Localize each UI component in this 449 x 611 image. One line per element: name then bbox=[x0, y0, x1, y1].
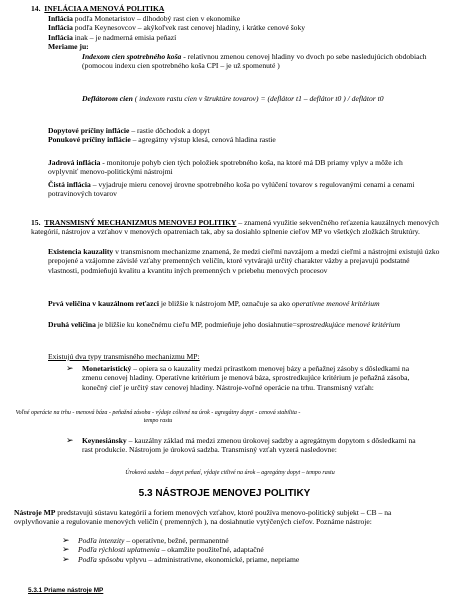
keynesian-chain: Úroková sadzba – dopyt peňazí, výdaje citlivé na úrok – agregátny dopyt – tempo rastu bbox=[125, 470, 335, 476]
arrow-bullet-icon: ➢ bbox=[62, 553, 70, 564]
measure-heading: Meriame ju: bbox=[48, 42, 89, 52]
causality-paragraph: Existencia kauzality v transmisnom mechanizme znamená, že medzi cieľmi navzájom a medzi cieľmi a nástrojmi existujú úzko prepojené a vzájomne závislé vzťahy premenných veličín, ktoré vytvárajú určitý charakter väzby a prejavujú podstatné vlastnosti, podmieňujú kvalitu a kvantitu iných premenných v priebehu menových procesov bbox=[48, 247, 440, 275]
second-variable: Druhá veličina je bližšie ku konečnému cieľu MP, podmieňuje jeho dosiahnutie=sprostredkujúce menové kritérium bbox=[48, 320, 401, 329]
section-14-number: 14. bbox=[31, 4, 41, 13]
supply-causes: Ponukové príčiny inflácie – agregátny výstup klesá, cenová hladina rastie bbox=[48, 135, 276, 145]
core-inflation: Jadrová inflácia - monitoruje pohyb cien tých položiek spotrebného koša, na ktoré má DB priamy vplyv a môže ich ovplyvniť menovo-politickými nástrojmi bbox=[48, 158, 403, 177]
inflation-causes bbox=[48, 126, 438, 145]
mechanism-types-heading: Existujú dva typy transmisného mechanizmu MP: bbox=[48, 352, 200, 361]
monetarist-item: ➢ Monetaristický – opiera sa o kauzality medzi prírastkom menovej bázy a peňažnej zásoby s dôsledkami na zmenu cenovej hladiny. Operatívne kritérium je menová báza, sprostredkujúce kritérium je peňažná zásoba, konečný cieľ je určitý stav cenovej hladiny. Nástroje-voľné operácie na trhu. Transmisný vzťah: bbox=[66, 363, 410, 392]
subsection-5-3-1-heading: 5.3.1 Priame nástroje MP bbox=[28, 587, 104, 594]
inflation-definitions bbox=[48, 14, 438, 52]
measure-cpi: Indexom cien spotrebného koša - relatívnou zmenou cenovej hladiny vo dvoch po sebe nasledujúcich obdobiach (pomocou indexu cien spotrebného koša CPI – je už spomenuté ) bbox=[82, 52, 427, 71]
definition-monetarists: Inflácia podľa Monetaristov – dlhodobý rast cien v ekonomike bbox=[48, 14, 241, 23]
arrow-bullet-icon: ➢ bbox=[62, 544, 70, 555]
section-15-title: TRANSMISNÝ MECHANIZMUS MENOVEJ POLITIKY bbox=[44, 218, 237, 227]
keynesian-item: ➢ Keynesiánsky – kauzálny základ má medzi zmenou úrokovej sadzby a agregátnym dopytom s dôsledkami na rast produkcie. Nástrojom je úroková sadzba. Transmisný vzťah vyzerá nasledovne: bbox=[66, 435, 416, 455]
instruments-intro: Nástroje MP predstavujú sústavu kategórií a foriem menových vzťahov, ktoré používa menovo-politický subjekt – CB – na ovplyvňovanie a regulovanie menových veličín ( premenných ), na dosiahnutie vytýčených cieľov. Poznáme nástroje: bbox=[14, 508, 392, 527]
section-5-3-heading: 5.3 NÁSTROJE MENOVEJ POLITIKY bbox=[138, 488, 311, 499]
first-variable: Prvá veličina v kauzálnom reťazci je bližšie k nástrojom MP, označuje sa ako operatívne menové kritérium bbox=[48, 299, 380, 308]
section-15-intro: 15. TRANSMISNÝ MECHANIZMUS MENOVEJ POLITIKY – znamená využitie sekvenčného reťazenia kauzálnych menových kategórií, nástrojov a vzťahov v menových opatreniach tak, aby sa dosiahlo splnenie cieľov MP vo všetkých zložkách štruktúry. bbox=[31, 218, 439, 237]
monetarist-chain: Voľné operácie na trhu - menová báza - peňažná zásoba - výdaje cólivné na úrok - agregátny dopyt - cenová stabilita - tempo rastu bbox=[15, 410, 301, 424]
demand-causes: Dopytové príčiny inflácie – rastie dôchodok a dopyt bbox=[48, 126, 210, 135]
arrow-bullet-icon: ➢ bbox=[62, 535, 70, 545]
section-14-title: INFLÁCIA A MENOVÁ POLITIKA bbox=[44, 4, 165, 13]
net-inflation: Čistá inflácia – vyjadruje mieru cenovej úrovne spotrebného koša po vylúčení tovarov s regulovanými cenami a cenami potravinových tovarov bbox=[48, 180, 415, 199]
measure-deflator: Deflátorom cien ( indexom rastu cien v štruktúre tovarov) = (deflátor t1 – deflátor t0 ) / deflátor t0 bbox=[82, 94, 384, 103]
definition-keynesians: Inflácia podľa Keynesovcov – akýkoľvek rast cenovej hladiny, i krátke cenové šoky bbox=[48, 23, 306, 33]
arrow-bullet-icon: ➢ bbox=[66, 435, 74, 445]
section-15-number: 15. bbox=[31, 218, 41, 227]
list-item: ➢ Podľa spôsobu vplyvu – administratívne, ekonomické, priame, nepriame bbox=[62, 553, 300, 564]
section-14-heading bbox=[31, 4, 164, 13]
instruments-list bbox=[62, 536, 402, 564]
arrow-bullet-icon: ➢ bbox=[66, 363, 74, 373]
definition-other: Inflácia inak – je nadmerná emisia peňazí bbox=[48, 32, 177, 42]
list-item: ➢ Podľa rýchlosti uplatnenia – okamžite použiteľné, adaptačné bbox=[62, 544, 264, 555]
list-item: ➢ Podľa intenzity – operatívne, bežné, permanentné bbox=[62, 535, 229, 545]
